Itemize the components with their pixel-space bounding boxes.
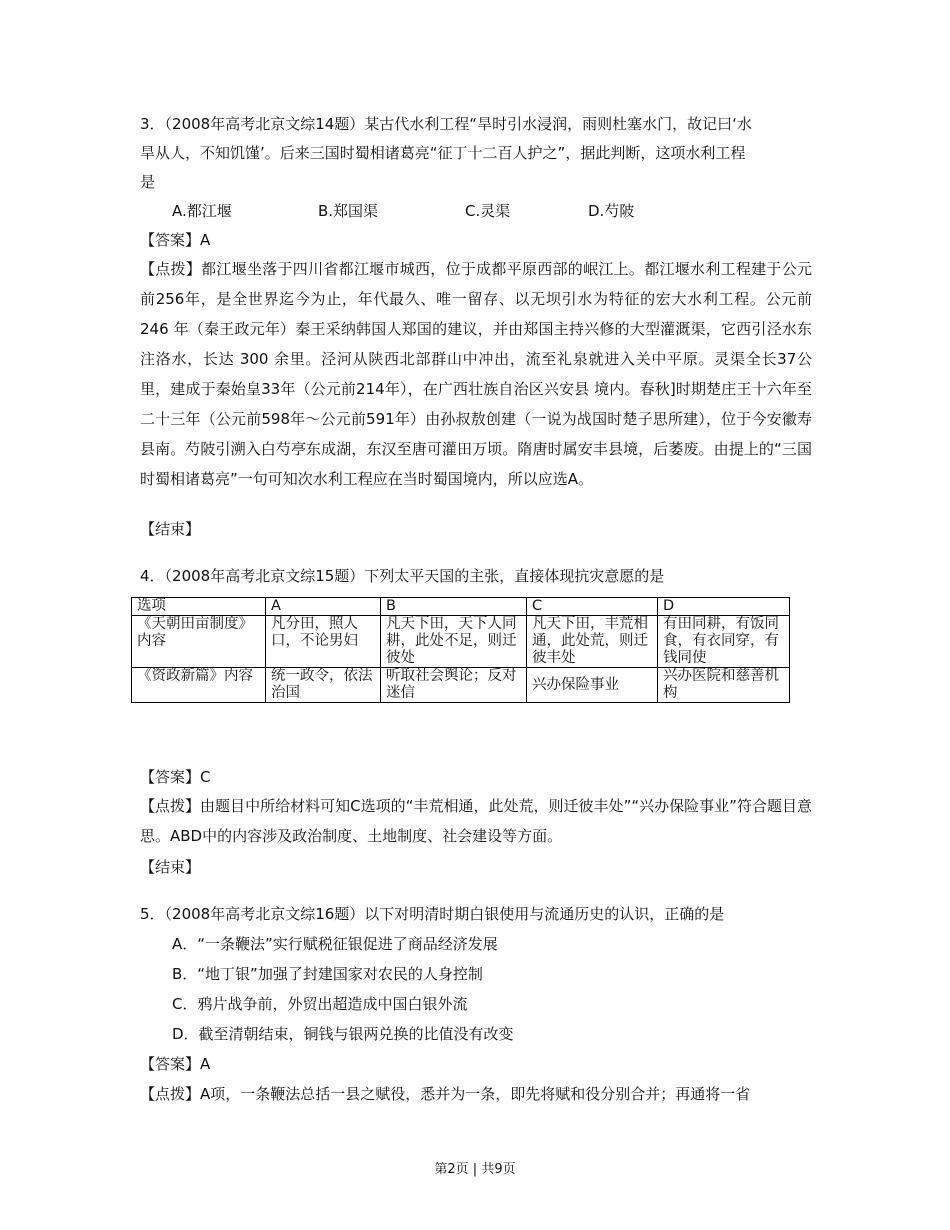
table-cell: 凡天下田，天下人同耕，此处不足，则迁彼处: [381, 616, 527, 668]
table-cell: 有田同耕，有饭同食，有衣同穿，有钱同使: [658, 616, 790, 668]
q3-answer: 【答案】A: [140, 231, 211, 249]
q5-answer: 【答案】A: [140, 1055, 211, 1073]
q5-option-a: A．“一条鞭法”实行赋税征银促进了商品经济发展: [172, 935, 498, 953]
table-cell: 兴办保险事业: [527, 668, 658, 703]
table-cell: 听取社会舆论；反对迷信: [381, 668, 527, 703]
q5-option-b: B．“地丁银”加强了封建国家对农民的人身控制: [172, 965, 483, 983]
q4-stem: 4．（2008年高考北京文综15题）下列太平天国的主张，直接体现抗灾意愿的是: [140, 567, 665, 585]
q4-answer: 【答案】C: [140, 768, 211, 786]
table-header-cell: 选项: [132, 598, 266, 616]
q3-option-b: B.郑国渠: [318, 202, 379, 220]
q3-option-a: A.都江堰: [172, 202, 232, 220]
table-cell: 《资政新篇》内容: [132, 668, 266, 703]
q3-option-c: C.灵渠: [465, 202, 511, 220]
table-cell: 兴办医院和慈善机构: [658, 668, 790, 703]
q3-option-d: D.芍陂: [588, 202, 635, 220]
table-row: [132, 668, 790, 703]
table-cell: 统一政令，依法治国: [266, 668, 381, 703]
q3-end: 【结束】: [140, 520, 201, 538]
q3-analysis: 【点拨】都江堰坐落于四川省都江堰市城西，位于成都平原西部的岷江上。都江堰水利工程建于公元前256年，是全世界迄今为止，年代最久、唯一留存、以无坝引水为特征的宏大水利工程。公元前 246 年（秦王政元年）秦王采纳韩国人郑国的建议，并由郑国主持兴修的大型灌溉渠，它西引泾水东注洛水，长达 300 余里。泾河从陕西北部群山中冲出，流至礼泉就进入关中平原。灵渠全长37公里，建成于秦始皇33年（公元前214年），在广西壮族自治区兴安县 境内。春秋]时期楚庄王十六年至二十三年（公元前598年～公元前591年）由孙叔敖创建（一说为战国时楚子思所建），位于今安徽寿县南。芍陂引溯入白芍亭东成湖，东汉至唐可灌田万顷。隋唐时属安丰县境，后萎废。由提上的“三国时蜀相诸葛亮”一句可知次水利工程应在当时蜀国境内，所以应选A。: [140, 260, 812, 488]
table-row: [132, 616, 790, 668]
table-header-cell: A: [266, 598, 381, 616]
q5-stem: 5．（2008年高考北京文综16题）以下对明清时期白银使用与流通历史的认识，正确的是: [140, 905, 725, 923]
table-cell: 《天朝田亩制度》内容: [132, 616, 266, 668]
table-header-cell: D: [658, 598, 790, 616]
q4-end: 【结束】: [140, 858, 201, 876]
table-header-row: [132, 598, 790, 616]
table-cell: 凡分田，照人口，不论男妇: [266, 616, 381, 668]
table-header-cell: C: [527, 598, 658, 616]
q3-stem-line-3: 是: [140, 173, 156, 191]
table-header-cell: B: [381, 598, 527, 616]
q3-stem-line-2: 旱从人，不知饥馑’。后来三国时蜀相诸葛亮“征丁十二百人护之”，据此判断，这项水利工程: [140, 144, 746, 162]
q5-option-d: D．截至清朝结束，铜钱与银两兑换的比值没有改变: [172, 1025, 514, 1043]
q4-options-table: [131, 597, 790, 703]
table-cell: 凡天下田，丰荒相通，此处荒，则迁彼丰处: [527, 616, 658, 668]
q4-analysis: 【点拨】由题目中所给材料可知C选项的“丰荒相通，此处荒，则迁彼丰处”“兴办保险事业”符合题目意思。ABD中的内容涉及政治制度、土地制度、社会建设等方面。: [140, 797, 812, 845]
page-footer: 第2页 | 共9页: [434, 1162, 516, 1177]
q3-stem-line-1: 3．（2008年高考北京文综14题）某古代水利工程“旱时引水浸润，雨则杜塞水门，故记曰‘水: [140, 115, 752, 133]
q5-option-c: C．鸦片战争前，外贸出超造成中国白银外流: [172, 995, 468, 1013]
q5-analysis: 【点拨】A项，一条鞭法总括一县之赋役，悉并为一条，即先将赋和役分别合并；再通将一省: [140, 1085, 751, 1103]
